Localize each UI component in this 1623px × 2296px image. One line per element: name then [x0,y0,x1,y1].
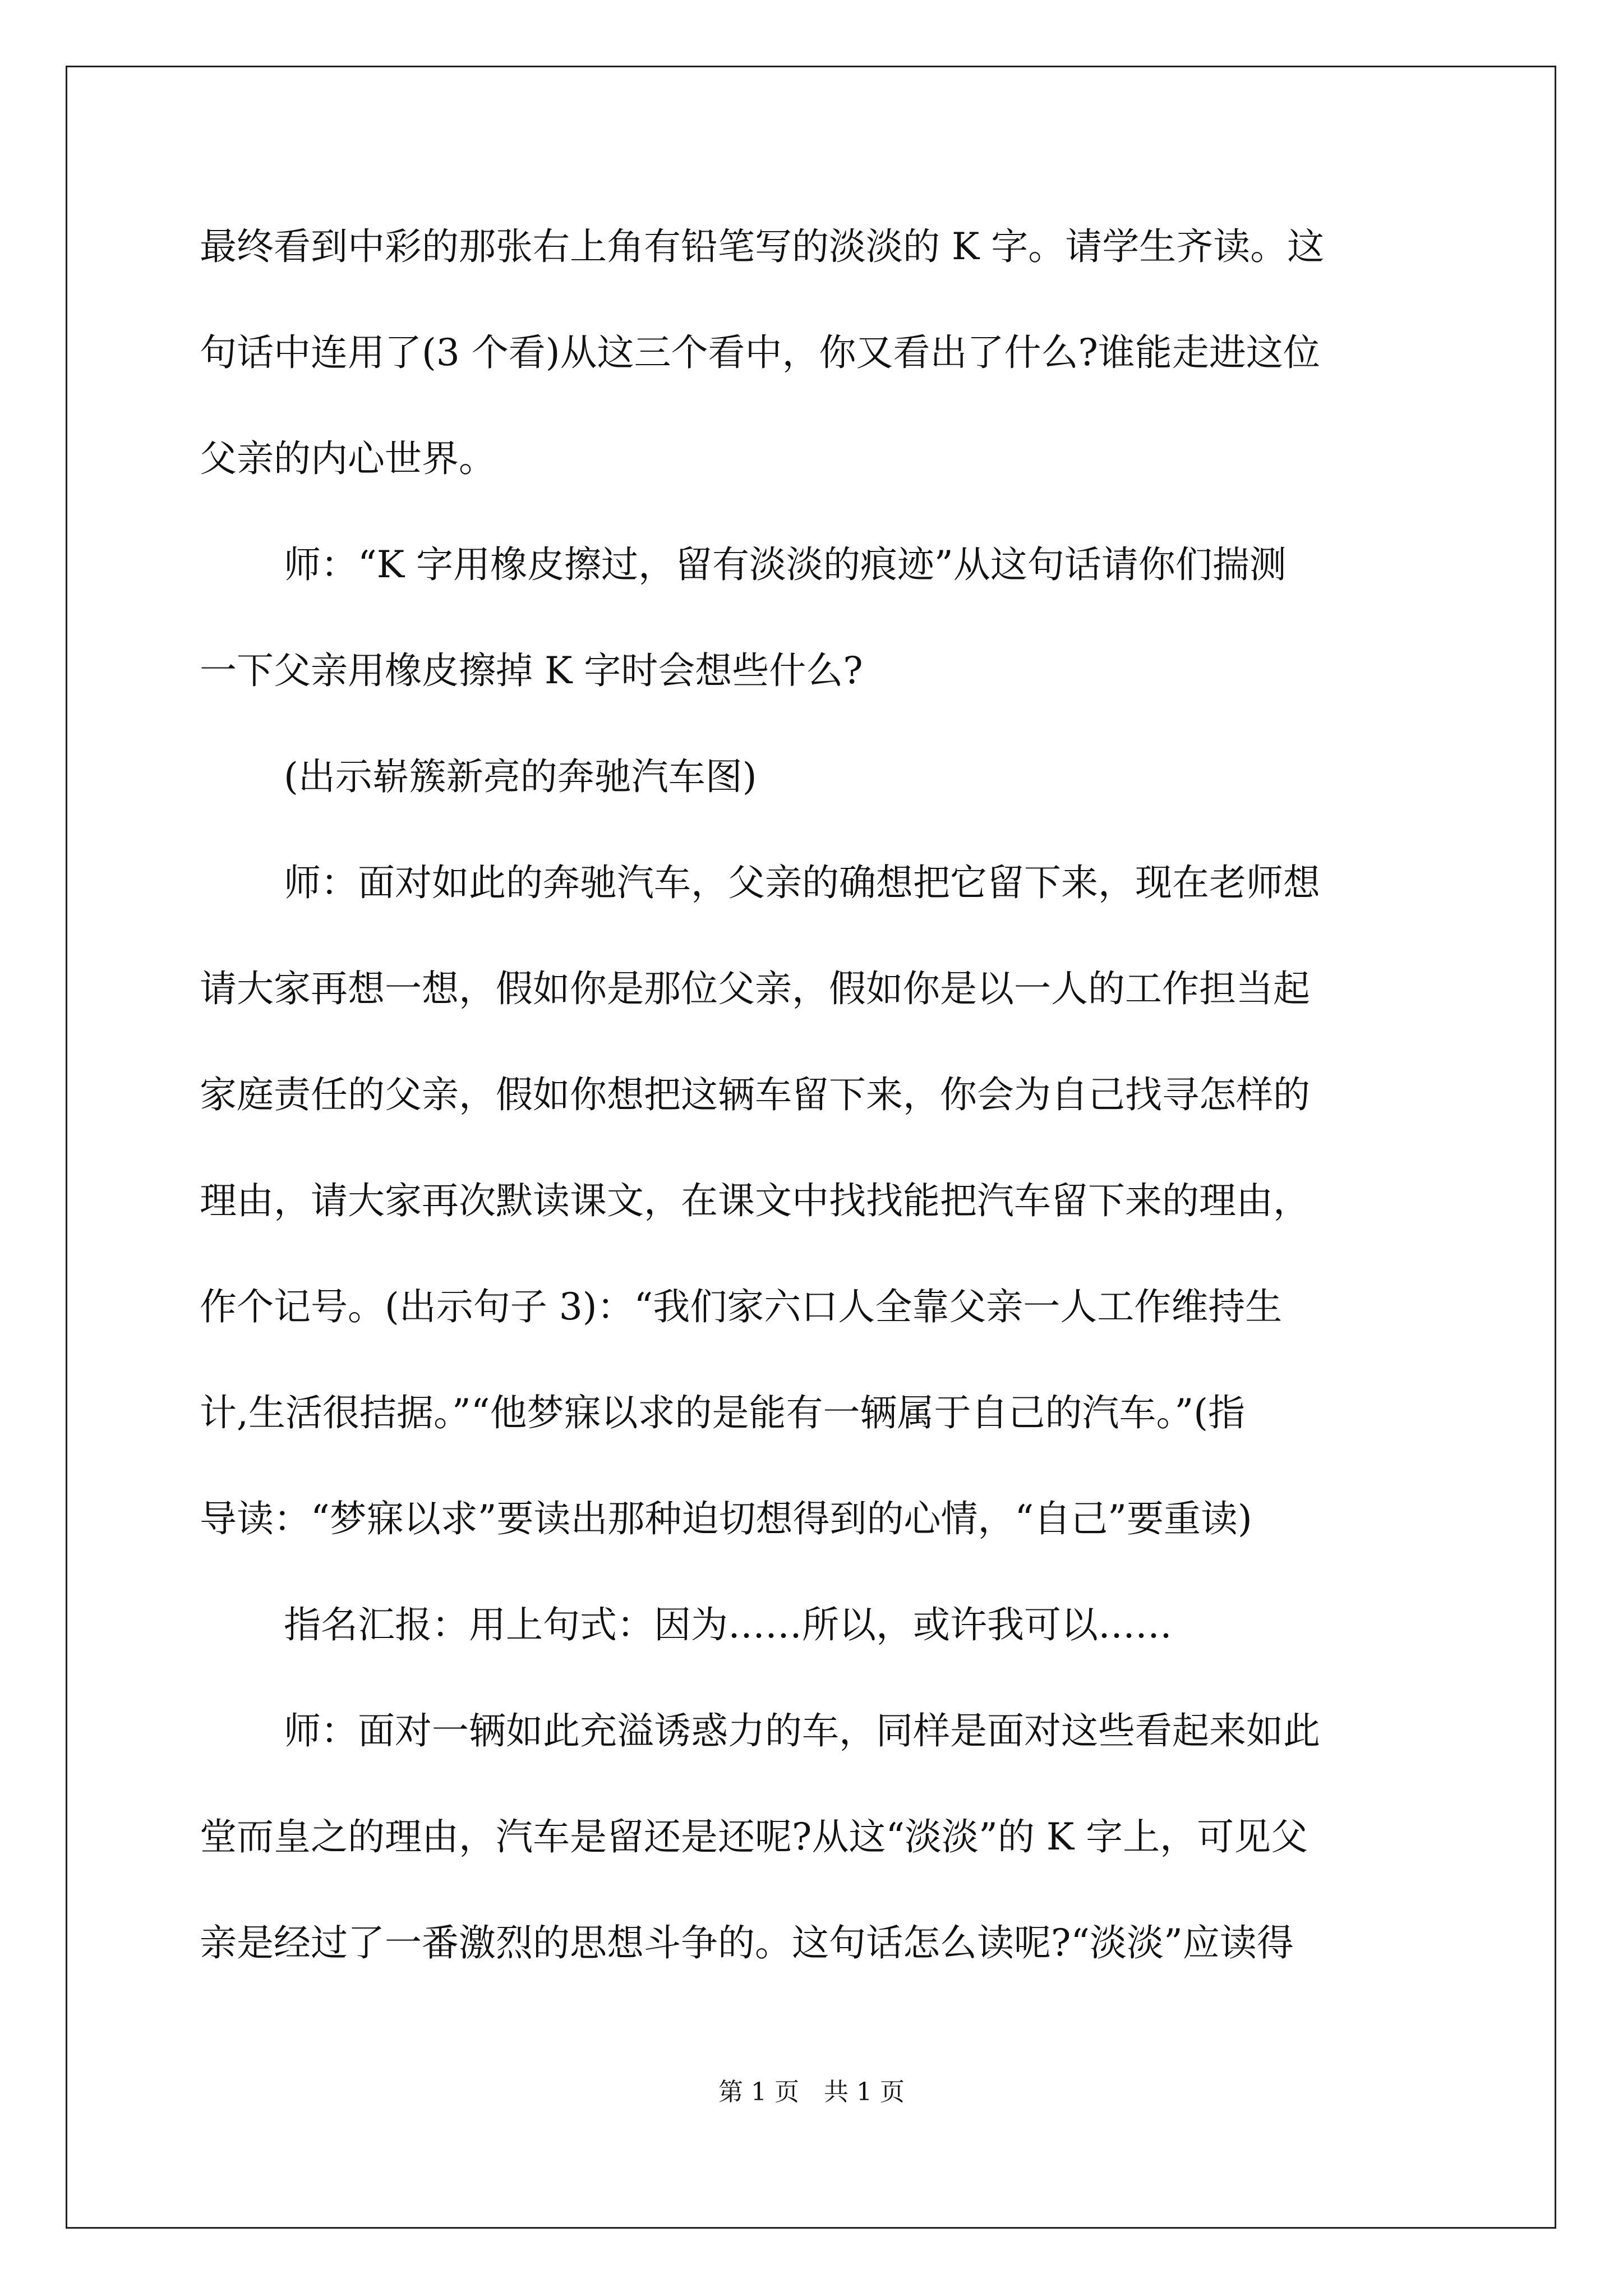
text-line: 一下父亲用橡皮擦掉 K 字时会想些什么? [200,649,863,692]
paragraph-start-line: 指名汇报：用上句式：因为……所以，或许我可以…… [284,1603,1172,1646]
text-line: 亲是经过了一番激烈的思想斗争的。这句话怎么读呢?“淡淡”应读得 [200,1921,1294,1964]
text-line: 导读：“梦寐以求”要读出那种迫切想得到的心情，“自己”要重读) [200,1497,1252,1540]
paragraph-start-line: (出示崭簇新亮的奔驰汽车图) [284,755,757,798]
page-footer: 第 1 页 共 1 页 [718,2078,905,2106]
text-line: 堂而皇之的理由，汽车是留还是还呢?从这“淡淡”的 K 字上，可见父 [200,1815,1308,1858]
document-body [200,216,1433,2018]
text-line: 父亲的内心世界。 [200,437,496,480]
paragraph-start-line: 师：“K 字用橡皮擦过，留有淡淡的痕迹”从这句话请你们揣测 [284,543,1287,586]
text-line: 请大家再想一想，假如你是那位父亲，假如你是以一人的工作担当起 [200,967,1310,1010]
text-line: 计,生活很拮据。”“他梦寐以求的是能有一辆属于自己的汽车。”(指 [200,1391,1245,1434]
text-line: 家庭责任的父亲，假如你想把这辆车留下来，你会为自己找寻怎样的 [200,1073,1310,1116]
text-line: 句话中连用了(3 个看)从这三个看中，你又看出了什么?谁能走进这位 [200,331,1320,374]
text-line: 理由，请大家再次默读课文，在课文中找找能把汽车留下来的理由， [200,1179,1310,1222]
paragraph-start-line: 师：面对一辆如此充溢诱惑力的车，同样是面对这些看起来如此 [284,1709,1320,1752]
text-line: 最终看到中彩的那张右上角有铅笔写的淡淡的 K 字。请学生齐读。这 [200,225,1325,268]
text-line: 作个记号。(出示句子 3)：“我们家六口人全靠父亲一人工作维持生 [200,1285,1283,1328]
paragraph-start-line: 师：面对如此的奔驰汽车，父亲的确想把它留下来，现在老师想 [284,861,1320,904]
